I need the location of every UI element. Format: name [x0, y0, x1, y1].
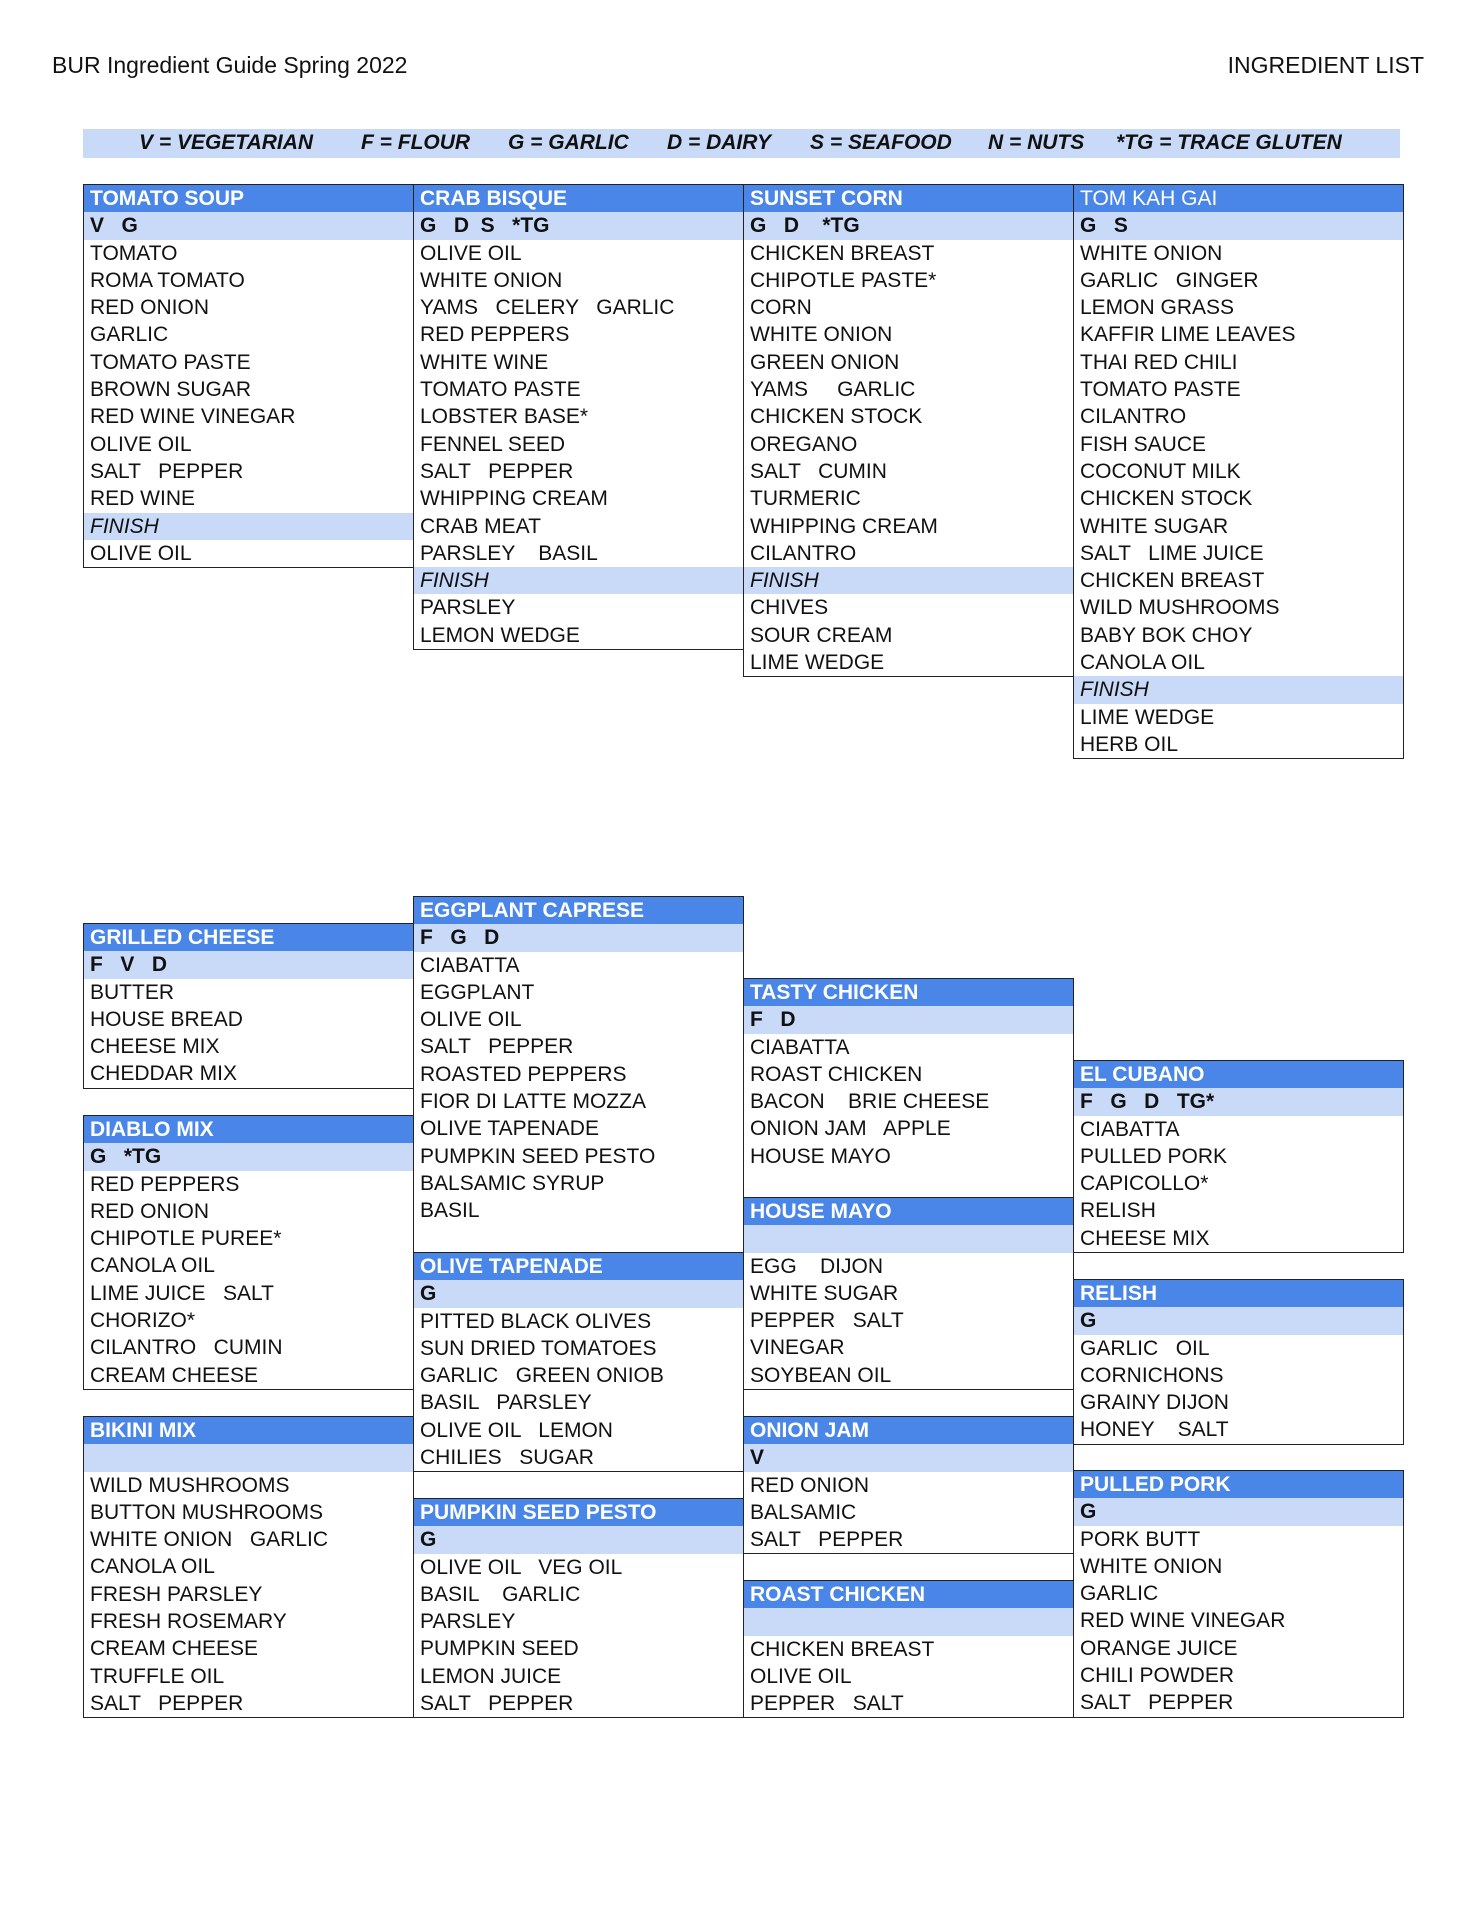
ingredient: HONEY SALT	[1074, 1416, 1403, 1443]
ingredient: CREAM CHEESE	[84, 1635, 413, 1662]
ingredient: WHITE SUGAR	[744, 1280, 1073, 1307]
dietary-codes: V	[744, 1444, 1073, 1471]
ingredient: CHEDDAR MIX	[84, 1060, 413, 1087]
ingredient: ROAST CHICKEN	[744, 1061, 1073, 1088]
ingredient: WHITE WINE	[414, 349, 743, 376]
ingredient: ROASTED PEPPERS	[414, 1061, 743, 1088]
ingredient: COCONUT MILK	[1074, 458, 1403, 485]
ingredient: SALT LIME JUICE	[1074, 540, 1403, 567]
ingredient: RELISH	[1074, 1197, 1403, 1224]
ingredient: CHIPOTLE PUREE*	[84, 1225, 413, 1252]
ingredient: YAMS CELERY GARLIC	[414, 294, 743, 321]
ingredient: BASIL	[414, 1197, 743, 1224]
ingredient: GARLIC GREEN ONIOB	[414, 1362, 743, 1389]
ingredient: RED WINE VINEGAR	[84, 403, 413, 430]
ingredient: LEMON JUICE	[414, 1663, 743, 1690]
ingredient: CIABATTA	[414, 952, 743, 979]
ingredient: BASIL PARSLEY	[414, 1389, 743, 1416]
ingredient: GARLIC	[84, 321, 413, 348]
ingredient: OLIVE OIL LEMON	[414, 1417, 743, 1444]
card-title: PULLED PORK	[1074, 1471, 1403, 1498]
ingredient: TRUFFLE OIL	[84, 1663, 413, 1690]
ingredient: CHICKEN STOCK	[744, 403, 1073, 430]
finish-ingredient: PARSLEY	[414, 594, 743, 621]
card-tomato-soup	[83, 184, 414, 568]
ingredient: BACON BRIE CHEESE	[744, 1088, 1073, 1115]
ingredient: WHITE ONION	[414, 267, 743, 294]
ingredient: SALT PEPPER	[414, 1033, 743, 1060]
dietary-codes: G S	[1074, 212, 1403, 239]
dietary-codes	[744, 1225, 1073, 1252]
ingredient: SOYBEAN OIL	[744, 1362, 1073, 1389]
ingredient: FRESH PARSLEY	[84, 1581, 413, 1608]
dietary-codes: G	[414, 1526, 743, 1553]
dietary-codes: F D	[744, 1006, 1073, 1033]
ingredient: SALT PEPPER	[84, 1690, 413, 1717]
card-pulled-pork	[1073, 1470, 1404, 1718]
ingredient: PARSLEY BASIL	[414, 540, 743, 567]
ingredient: WHIPPING CREAM	[414, 485, 743, 512]
finish-header: FINISH	[84, 513, 413, 540]
ingredient: CILANTRO CUMIN	[84, 1334, 413, 1361]
card-olive-tapenade	[413, 1252, 744, 1472]
ingredient: FIOR DI LATTE MOZZA	[414, 1088, 743, 1115]
ingredient: PUMPKIN SEED	[414, 1635, 743, 1662]
ingredient: PEPPER SALT	[744, 1307, 1073, 1334]
dietary-codes: G	[1074, 1498, 1403, 1525]
ingredient: OLIVE TAPENADE	[414, 1115, 743, 1142]
ingredient: TOMATO PASTE	[1074, 376, 1403, 403]
ingredient: CHILIES SUGAR	[414, 1444, 743, 1471]
ingredient: GARLIC GINGER	[1074, 267, 1403, 294]
ingredient: RED PEPPERS	[84, 1171, 413, 1198]
card-house-mayo	[743, 1197, 1074, 1390]
ingredient: RED ONION	[84, 1198, 413, 1225]
dietary-codes: G	[1074, 1307, 1403, 1334]
ingredient: SALT PEPPER	[1074, 1689, 1403, 1716]
ingredient: CANOLA OIL	[84, 1553, 413, 1580]
ingredient: SUN DRIED TOMATOES	[414, 1335, 743, 1362]
finish-header: FINISH	[744, 567, 1073, 594]
card-tasty-chicken	[743, 978, 1074, 1198]
ingredient: PORK BUTT	[1074, 1526, 1403, 1553]
ingredient: CIABATTA	[1074, 1116, 1403, 1143]
card-title: GRILLED CHEESE	[84, 924, 413, 951]
dietary-codes: F V D	[84, 951, 413, 978]
card-relish	[1073, 1279, 1404, 1445]
ingredient: OLIVE OIL	[84, 431, 413, 458]
ingredient: OLIVE OIL	[414, 1006, 743, 1033]
ingredient: TURMERIC	[744, 485, 1073, 512]
ingredient: LOBSTER BASE*	[414, 403, 743, 430]
ingredient: CILANTRO	[744, 540, 1073, 567]
ingredient: PITTED BLACK OLIVES	[414, 1308, 743, 1335]
ingredient: WILD MUSHROOMS	[84, 1472, 413, 1499]
ingredient: FENNEL SEED	[414, 431, 743, 458]
dietary-legend	[83, 129, 1400, 158]
ingredient: RED WINE	[84, 485, 413, 512]
ingredient: TOMATO PASTE	[414, 376, 743, 403]
ingredient: CHEESE MIX	[84, 1033, 413, 1060]
ingredient: WHITE ONION	[1074, 1553, 1403, 1580]
ingredient: CHEESE MIX	[1074, 1225, 1403, 1252]
ingredient: PEPPER SALT	[744, 1690, 1073, 1717]
card-crab-bisque	[413, 184, 744, 650]
finish-ingredient: LEMON WEDGE	[414, 622, 743, 649]
ingredient: OLIVE OIL	[414, 240, 743, 267]
ingredient: CREAM CHEESE	[84, 1362, 413, 1389]
finish-ingredient: LIME WEDGE	[744, 649, 1073, 676]
ingredient: SALT PEPPER	[744, 1526, 1073, 1553]
ingredient: CHICKEN BREAST	[744, 1636, 1073, 1663]
card-title: DIABLO MIX	[84, 1116, 413, 1143]
ingredient: RED ONION	[744, 1472, 1073, 1499]
card-roast-chicken	[743, 1580, 1074, 1718]
ingredient: WHITE ONION	[1074, 240, 1403, 267]
finish-ingredient: CHIVES	[744, 594, 1073, 621]
ingredient: THAI RED CHILI	[1074, 349, 1403, 376]
legend-nuts: N = NUTS	[988, 131, 1085, 154]
guide-title: BUR Ingredient Guide Spring 2022	[52, 52, 408, 78]
ingredient: PULLED PORK	[1074, 1143, 1403, 1170]
legend-trace-gluten: *TG = TRACE GLUTEN	[1116, 131, 1342, 154]
ingredient: CRAB MEAT	[414, 513, 743, 540]
legend-flour: F = FLOUR	[361, 131, 471, 154]
card-title: ROAST CHICKEN	[744, 1581, 1073, 1608]
ingredient: OLIVE OIL VEG OIL	[414, 1554, 743, 1581]
dietary-codes: V G	[84, 212, 413, 239]
ingredient: TOMATO	[84, 240, 413, 267]
ingredient: SALT PEPPER	[84, 458, 413, 485]
ingredient: WHITE ONION	[744, 321, 1073, 348]
ingredient: CAPICOLLO*	[1074, 1170, 1403, 1197]
card-title: TASTY CHICKEN	[744, 979, 1073, 1006]
ingredient: WILD MUSHROOMS	[1074, 594, 1403, 621]
finish-ingredient: SOUR CREAM	[744, 622, 1073, 649]
ingredient: ROMA TOMATO	[84, 267, 413, 294]
ingredient: GARLIC OIL	[1074, 1335, 1403, 1362]
ingredient: WHITE SUGAR	[1074, 513, 1403, 540]
ingredient: SALT CUMIN	[744, 458, 1073, 485]
card-title: SUNSET CORN	[744, 185, 1073, 212]
ingredient: VINEGAR	[744, 1334, 1073, 1361]
card-title: OLIVE TAPENADE	[414, 1253, 743, 1280]
ingredient: SALT PEPPER	[414, 458, 743, 485]
ingredient: CHICKEN BREAST	[744, 240, 1073, 267]
ingredient: CANOLA OIL	[84, 1252, 413, 1279]
card-el-cubano	[1073, 1060, 1404, 1253]
card-pumpkin-seed-pesto	[413, 1498, 744, 1718]
ingredient: HOUSE MAYO	[744, 1143, 1073, 1170]
card-title: BIKINI MIX	[84, 1417, 413, 1444]
dietary-codes: G *TG	[84, 1143, 413, 1170]
legend-vegetarian: V = VEGETARIAN	[139, 131, 314, 154]
ingredient: CORNICHONS	[1074, 1362, 1403, 1389]
ingredient: OLIVE OIL	[744, 1663, 1073, 1690]
dietary-codes: G D S *TG	[414, 212, 743, 239]
finish-ingredient: HERB OIL	[1074, 731, 1403, 758]
card-title: ONION JAM	[744, 1417, 1073, 1444]
card-grilled-cheese	[83, 923, 414, 1089]
ingredient: EGGPLANT	[414, 979, 743, 1006]
dietary-codes: F G D TG*	[1074, 1088, 1403, 1115]
dietary-codes: F G D	[414, 924, 743, 951]
ingredient: BUTTON MUSHROOMS	[84, 1499, 413, 1526]
card-diablo-mix	[83, 1115, 414, 1390]
ingredient: BALSAMIC SYRUP	[414, 1170, 743, 1197]
dietary-codes	[744, 1608, 1073, 1635]
ingredient: LIME JUICE SALT	[84, 1280, 413, 1307]
ingredient: BASIL GARLIC	[414, 1581, 743, 1608]
ingredient: WHIPPING CREAM	[744, 513, 1073, 540]
card-tom-kah-gai	[1073, 184, 1404, 759]
ingredient: KAFFIR LIME LEAVES	[1074, 321, 1403, 348]
ingredient: PARSLEY	[414, 1608, 743, 1635]
finish-ingredient: OLIVE OIL	[84, 540, 413, 567]
finish-ingredient: LIME WEDGE	[1074, 704, 1403, 731]
ingredient: CANOLA OIL	[1074, 649, 1403, 676]
ingredient: WHITE ONION GARLIC	[84, 1526, 413, 1553]
ingredient: ONION JAM APPLE	[744, 1115, 1073, 1142]
ingredient: LEMON GRASS	[1074, 294, 1403, 321]
ingredient	[744, 1170, 1073, 1197]
ingredient: SALT PEPPER	[414, 1690, 743, 1717]
list-title: INGREDIENT LIST	[1227, 52, 1424, 78]
card-title: CRAB BISQUE	[414, 185, 743, 212]
card-title: HOUSE MAYO	[744, 1198, 1073, 1225]
legend-dairy: D = DAIRY	[667, 131, 772, 154]
dietary-codes: G D *TG	[744, 212, 1073, 239]
ingredient: FISH SAUCE	[1074, 431, 1403, 458]
ingredient: GARLIC	[1074, 1580, 1403, 1607]
ingredient: CHICKEN BREAST	[1074, 567, 1403, 594]
ingredient: YAMS GARLIC	[744, 376, 1073, 403]
card-title: TOMATO SOUP	[84, 185, 413, 212]
card-eggplant-caprese	[413, 896, 744, 1253]
card-onion-jam	[743, 1416, 1074, 1554]
ingredient: CHILI POWDER	[1074, 1662, 1403, 1689]
dietary-codes: G	[414, 1280, 743, 1307]
ingredient: EGG DIJON	[744, 1253, 1073, 1280]
ingredient: CHIPOTLE PASTE*	[744, 267, 1073, 294]
ingredient: RED WINE VINEGAR	[1074, 1607, 1403, 1634]
card-title: PUMPKIN SEED PESTO	[414, 1499, 743, 1526]
ingredient: PUMPKIN SEED PESTO	[414, 1143, 743, 1170]
ingredient: BALSAMIC	[744, 1499, 1073, 1526]
card-title: TOM KAH GAI	[1074, 185, 1403, 212]
card-title: EL CUBANO	[1074, 1061, 1403, 1088]
ingredient: BABY BOK CHOY	[1074, 622, 1403, 649]
ingredient: ORANGE JUICE	[1074, 1635, 1403, 1662]
card-bikini-mix	[83, 1416, 414, 1718]
card-title: RELISH	[1074, 1280, 1403, 1307]
ingredient: GRAINY DIJON	[1074, 1389, 1403, 1416]
ingredient: OREGANO	[744, 431, 1073, 458]
ingredient: HOUSE BREAD	[84, 1006, 413, 1033]
ingredient: CIABATTA	[744, 1034, 1073, 1061]
card-title: EGGPLANT CAPRESE	[414, 897, 743, 924]
card-sunset-corn	[743, 184, 1074, 677]
finish-header: FINISH	[414, 567, 743, 594]
legend-seafood: S = SEAFOOD	[810, 131, 952, 154]
dietary-codes	[84, 1444, 413, 1471]
ingredient: RED PEPPERS	[414, 321, 743, 348]
ingredient: GREEN ONION	[744, 349, 1073, 376]
ingredient: BROWN SUGAR	[84, 376, 413, 403]
ingredient	[414, 1225, 743, 1252]
ingredient: TOMATO PASTE	[84, 349, 413, 376]
ingredient: RED ONION	[84, 294, 413, 321]
finish-header: FINISH	[1074, 676, 1403, 703]
ingredient: CHORIZO*	[84, 1307, 413, 1334]
ingredient: CHICKEN STOCK	[1074, 485, 1403, 512]
ingredient: FRESH ROSEMARY	[84, 1608, 413, 1635]
ingredient: CORN	[744, 294, 1073, 321]
ingredient: CILANTRO	[1074, 403, 1403, 430]
ingredient: BUTTER	[84, 979, 413, 1006]
legend-garlic: G = GARLIC	[508, 131, 629, 154]
